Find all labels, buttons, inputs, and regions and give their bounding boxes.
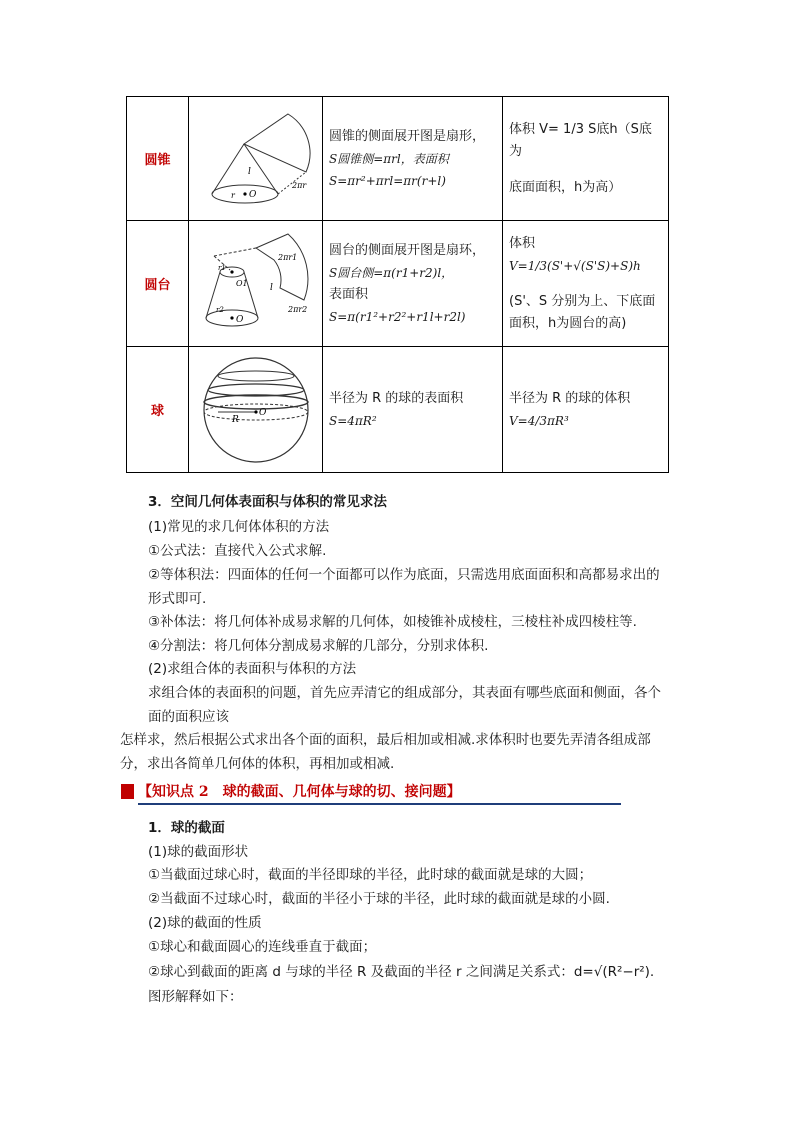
paragraph: (1)常见的求几何体体积的方法: [148, 519, 330, 535]
frustum-desc-line: 表面积: [329, 286, 369, 302]
paragraph: 怎样求，然后根据公式求出各个面的面积，最后相加或相减.求体积时也要先弄清各组成部: [120, 732, 651, 748]
frustum-name: 圆台: [127, 221, 189, 347]
sphere-vol-line: 半径为 R 的球的体积: [509, 390, 631, 406]
sphere-volume-desc: [503, 347, 669, 473]
knowledge-point-header: [121, 782, 501, 804]
cone-net-figure: [189, 97, 323, 221]
paragraph: ④分割法：将几何体分割成易求解的几部分，分别求体积.: [148, 638, 489, 654]
sphere-desc-line: 半径为 R 的球的表面积: [329, 390, 464, 406]
paragraph: (1)球的截面形状: [148, 844, 249, 860]
sphere-label-r: R: [231, 414, 239, 425]
paragraph: ②当截面不过球心时，截面的半径小于球的半径，此时球的截面就是球的小圆.: [148, 891, 610, 907]
sphere-desc-line: S=4πR²: [329, 413, 377, 428]
frustum-vol-formula: V=1/3(S'+√(S'S)+S)h: [509, 258, 641, 273]
frustum-label-o1: O1: [235, 278, 248, 288]
sphere-label-o: O: [258, 407, 266, 418]
paragraph: ①当截面过球心时，截面的半径即球的半径，此时球的截面就是球的大圆；: [148, 867, 593, 883]
frustum-net-figure: [189, 221, 323, 347]
cone-desc-line: S=πr²+πrl=πr(r+l): [329, 173, 446, 188]
paragraph: ①公式法：直接代入公式求解.: [148, 543, 327, 559]
frustum-label-arc2: 2πr2: [287, 304, 307, 314]
paragraph: 形式即可.: [148, 591, 207, 607]
cone-label-arc: 2πr: [291, 180, 306, 190]
frustum-desc-line: 圆台的侧面展开图是扇环，: [329, 242, 486, 258]
paragraph: ①球心和截面圆心的连线垂直于截面；: [148, 939, 377, 955]
cone-volume-desc: [503, 97, 669, 221]
paragraph: ②球心到截面的距离 d 与球的半径 R 及截面的半径 r 之间满足关系式：d=√(R²−r²).: [148, 964, 655, 980]
cone-label-l: l: [247, 166, 251, 177]
paragraph: 图形解释如下：: [148, 989, 243, 1005]
section3-heading: 3．空间几何体表面积与体积的常见求法: [148, 494, 387, 510]
frustum-vol-line: 面积，h为圆台的高): [509, 315, 627, 331]
frustum-vol-line: 体积: [509, 235, 536, 251]
paragraph: (2)球的截面的性质: [148, 915, 262, 931]
frustum-volume-desc: [503, 221, 669, 347]
sphere-figure: [189, 347, 323, 473]
sphere-surface-desc: [323, 347, 503, 473]
frustum-vol-line: (S'、S 分别为上、下底面: [509, 293, 656, 309]
sphere-name: 球: [127, 347, 189, 473]
cone-desc-line: S圆锥侧=πrl，表面积: [329, 151, 449, 166]
frustum-label-r1: r1: [217, 263, 226, 272]
paragraph: ③补体法：将几何体补成易求解的几何体，如棱锥补成棱柱，三棱柱补成四棱柱等.: [148, 614, 637, 630]
knowledge-point-title: 【知识点 2 球的截面、几何体与球的切、接问题】: [138, 784, 461, 800]
section1-heading: 1．球的截面: [148, 820, 225, 836]
frustum-desc-line: S圆台侧=π(r1+r2)l，: [329, 265, 454, 280]
cone-name: 圆锥: [127, 97, 189, 221]
table-row-sphere: [127, 347, 669, 473]
cone-label-o: O: [248, 189, 256, 200]
section-square-icon: [121, 784, 134, 799]
frustum-label-r2: r2: [215, 305, 224, 314]
cone-surface-desc: [323, 97, 503, 221]
paragraph: (2)求组合体的表面积与体积的方法: [148, 661, 357, 677]
sphere-vol-formula: V=4/3πR³: [509, 413, 569, 428]
frustum-label-arc1: 2πr1: [277, 252, 297, 262]
cone-vol-line: 体积 V= 1/3 S底h（S底为: [509, 121, 652, 159]
paragraph: ②等体积法：四面体的任何一个面都可以作为底面，只需选用底面面积和高都易求出的: [148, 567, 660, 583]
frustum-desc-line: S=π(r1²+r2²+r1l+r2l): [329, 309, 466, 324]
frustum-surface-desc: [323, 221, 503, 347]
paragraph: 分，求出各简单几何体的体积，再相加或相减.: [120, 756, 395, 772]
frustum-label-o: O: [235, 314, 243, 325]
paragraph: 面的面积应该: [148, 709, 229, 725]
table-row-frustum: [127, 221, 669, 347]
header-underline: [138, 803, 621, 805]
cone-label-r: r: [230, 190, 235, 200]
frustum-label-l: l: [269, 282, 273, 293]
cone-desc-line: 圆锥的侧面展开图是扇形，: [329, 128, 486, 144]
table-row-cone: [127, 97, 669, 221]
geometry-table: [126, 96, 669, 473]
cone-vol-line: 底面面积，h为高）: [509, 179, 622, 195]
paragraph: 求组合体的表面积的问题，首先应弄清它的组成部分，其表面有哪些底面和侧面，各个: [148, 685, 661, 701]
